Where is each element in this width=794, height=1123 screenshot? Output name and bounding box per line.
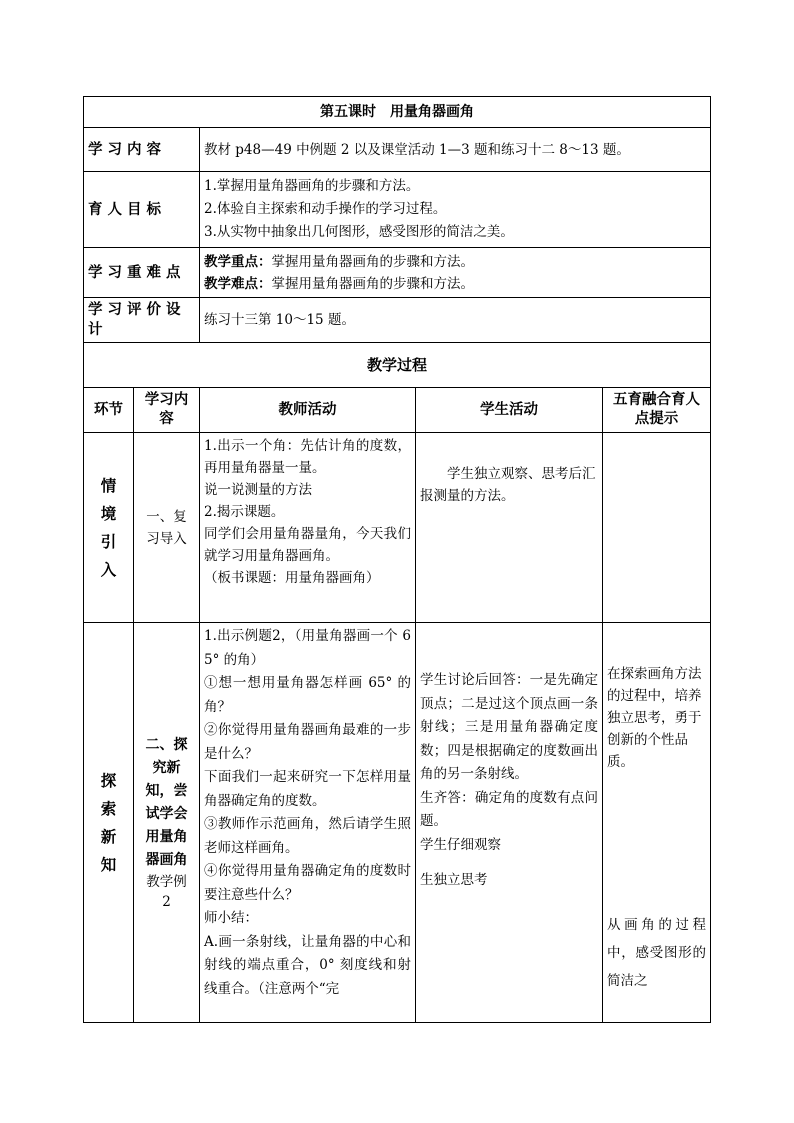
content-review: 一、复习导入 xyxy=(134,433,200,623)
label-education-goals-text: 育人目标 xyxy=(88,201,166,218)
teacher-activity-explore xyxy=(200,623,416,1023)
teacher-step: 同学们会用量角器量角，今天我们就学习用量角器画角。 xyxy=(204,526,411,564)
teacher-step: ②你觉得用量角器画角最难的一步是什么？ xyxy=(204,722,411,762)
difficult-point-text: 掌握用量角器画角的步骤和方法。 xyxy=(271,275,474,292)
student-step: 生齐答：确定角的度数有点问题。 xyxy=(420,789,598,829)
teacher-step: ④你觉得用量角器确定角的度数时要注意些什么？ xyxy=(204,863,411,903)
difficult-point-label: 教学难点： xyxy=(204,275,272,292)
key-points-value xyxy=(200,248,711,298)
teacher-step: 1.出示例题2，（用量角器画一个 65° 的角） xyxy=(204,628,411,668)
note-explore xyxy=(603,623,711,1023)
student-step: 学生独立观察、思考后汇报测量的方法。 xyxy=(420,466,596,504)
lesson-plan-table xyxy=(83,96,711,1023)
teacher-step: 2.揭示课题。 xyxy=(204,504,285,520)
teacher-step: ①想一想用量角器怎样画 65° 的角？ xyxy=(204,675,411,715)
label-learning-content xyxy=(84,128,200,172)
header-learning-content: 学习内容 xyxy=(134,388,200,433)
process-title: 教学过程 xyxy=(84,343,711,388)
stage-intro: 情境引入 xyxy=(84,433,134,623)
note-text: 从画角的过程中，感受图形的简洁之 xyxy=(607,917,707,989)
label-key-points xyxy=(84,248,200,298)
student-activity-intro xyxy=(416,433,603,623)
header-stage: 环节 xyxy=(84,388,134,433)
label-education-goals xyxy=(84,172,200,248)
content-explore xyxy=(134,623,200,1023)
content-explore-sub: 教学例 2 xyxy=(146,873,187,910)
label-assessment-design-text: 学习评价设计 xyxy=(88,302,186,338)
teacher-step: 师小结： xyxy=(204,910,258,926)
spacer xyxy=(420,857,598,869)
label-learning-content-text: 学习内容 xyxy=(88,141,166,158)
key-point-label: 教学重点： xyxy=(204,253,272,270)
header-teacher-activity: 教师活动 xyxy=(200,388,416,433)
header-education-note: 五育融合育人点提示 xyxy=(603,388,711,433)
teacher-step: 1.出示一个角：先估计角的度数，再用量角器量一量。 xyxy=(204,438,411,476)
student-step: 学生仔细观察 xyxy=(420,836,501,853)
education-goals-value xyxy=(200,172,711,248)
key-point-text: 掌握用量角器画角的步骤和方法。 xyxy=(271,253,474,270)
goal-item: 3.从实物中抽象出几何图形，感受图形的简洁之美。 xyxy=(204,224,514,240)
label-assessment-design xyxy=(84,298,200,343)
student-step: 生独立思考 xyxy=(420,872,488,888)
learning-content-line: 教材 p48—49 中例题 2 以及课堂活动 1—3 题和练习十二 8～13 题。 xyxy=(204,141,630,158)
assessment-line: 练习十三第 10～15 题。 xyxy=(204,312,355,328)
student-step: 学生讨论后回答：一是先确定顶点；二是过这个顶点画一条射线；三是用量角器确定度数；四是根据确定的度数画出角的另一条射线。 xyxy=(420,672,598,782)
learning-content-value xyxy=(200,128,711,172)
note-intro xyxy=(603,433,711,623)
teacher-activity-intro xyxy=(200,433,416,623)
stage-explore: 探索新知 xyxy=(84,623,134,1023)
teacher-step: 说一说测量的方法 xyxy=(204,482,312,498)
student-activity-explore xyxy=(416,623,603,1023)
goal-item: 2.体验自主探索和动手操作的学习过程。 xyxy=(204,201,447,217)
teacher-step: A.画一条射线，让量角器的中心和射线的端点重合，0° 刻度线和射线重合。（注意两个“完 xyxy=(204,933,411,997)
difficult-point-line xyxy=(204,273,706,295)
lesson-plan-sheet xyxy=(83,96,710,1023)
header-student-activity: 学生活动 xyxy=(416,388,603,433)
content-explore-title: 二、探究新知，尝试学会用量角器画角 xyxy=(145,736,188,868)
teacher-step: （板书课题：用量角器画角） xyxy=(204,570,380,586)
key-point-line xyxy=(204,251,706,273)
lesson-title: 第五课时 用量角器画角 xyxy=(84,97,711,128)
teacher-step: 下面我们一起来研究一下怎样用量角器确定角的度数。 xyxy=(204,769,411,809)
teacher-step: ③教师作示范画角，然后请学生照老师这样画角。 xyxy=(204,816,411,856)
assessment-design-value xyxy=(200,298,711,343)
label-key-points-text: 学习重难点 xyxy=(88,264,186,281)
note-text: 在探索画角方法的过程中，培养独立思考，勇于创新的个性品质。 xyxy=(607,666,702,770)
goal-item: 1.掌握用量角器画角的步骤和方法。 xyxy=(204,178,420,194)
